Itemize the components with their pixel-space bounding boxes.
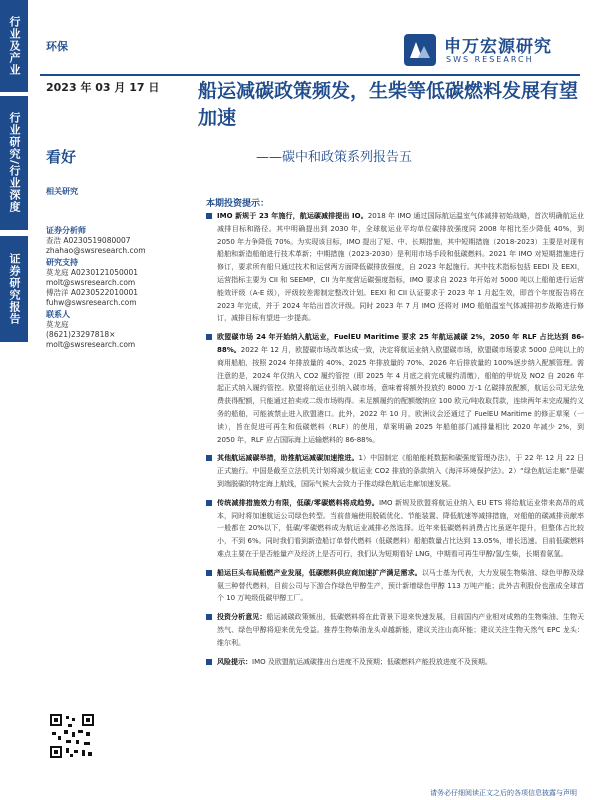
bullet-text: 船运减碳政策频出，低碳燃料将在此背景下迎来快速发展，目前国内产业相对成熟的生物柴油、生物天然气、绿色甲醇将迎来优先受益。推荐生物柴油龙头卓越新能，建议关注山高环能；建议关注生物天然气 EPC 龙头：维尔利。	[217, 613, 585, 647]
bullet-text: IMO 及欧盟航运减碳推出台进度不及预期；低碳燃料产能投放进度不及预期。	[252, 657, 492, 666]
support-email[interactable]: fuhw@swsresearch.com	[46, 298, 137, 307]
logo-text-en: SWS RESEARCH	[446, 55, 534, 64]
footer-disclaimer: 请务必仔细阅读正文之后的各项信息披露与声明	[430, 789, 577, 797]
bullet-lead: 投资分析意见：	[217, 613, 267, 622]
report-title: 船运减碳政策频发，生柴等低碳燃料发展有望加速	[198, 80, 579, 129]
sidebar	[0, 0, 28, 800]
bullet-lead: 风险提示：	[217, 657, 252, 666]
support-line: 莫龙庭 A0230121050001	[46, 268, 139, 277]
analyst-heading: 证券分析师	[46, 226, 86, 235]
analyst-email[interactable]: zhahao@swsresearch.com	[46, 246, 146, 255]
abstract-bullet	[206, 611, 584, 649]
abstract-bullet	[206, 210, 584, 325]
analyst-line: 查浩 A0230519080007	[46, 236, 131, 245]
sidebar-tab-report: 证券研究报告	[0, 236, 28, 342]
bullet-text: IMO 新规及欧盟将航运业纳入 EU ETS 将给航运业带来高昂的成本，同时将加速航运公司绿色转型。当前普遍使用脱硫优化、节能装置、降低航速等减排措施，对船舶的碳减排贡献率一般都在 20%以下，低碳/零碳燃料成为航运业减排必然选择。近年来低碳燃料消费占比虽逐年提升，但整体占比较小，不到 6%。同时我们看到新造船订单替代燃料（低碳燃料）船舶数量占比达到 13.05%，增长迅速。目前低碳燃料难点主要在于是否能量产及经济上是否可行，我们认为短期看好 LNG，中期看可再生甲醇/氢/生柴，长期看氨氢。	[217, 498, 585, 558]
abstract-bullet	[206, 567, 584, 605]
contact-name: 莫龙庭	[46, 320, 69, 329]
bullet-lead: IMO 新规于 23 年施行，航运碳减排提出 IO。	[217, 212, 368, 220]
logo-text-cn: 申万宏源研究	[444, 37, 552, 57]
bullet-lead: 传统减排措施效力有限，低碳/零碳燃料将成趋势。	[217, 498, 379, 507]
report-date: 2023 年 03 月 17 日	[46, 81, 160, 94]
abstract-bullet	[206, 656, 584, 669]
bullet-square-icon	[206, 455, 212, 461]
abstract-bullet	[206, 452, 584, 490]
contact-phone: (8621)23297818×	[46, 330, 116, 339]
bullet-square-icon	[206, 659, 212, 665]
sidebar-tab-research-type: 行业研究/行业深度	[0, 96, 28, 230]
contact-email[interactable]: molt@swsresearch.com	[46, 340, 136, 349]
logo-mark-icon	[402, 32, 438, 68]
bullet-text: 以马士基为代表，大力发展生物柴油、绿色甲醇及绿氨三种替代燃料，目前公司与下游合作绿色甲醇生产，预计新增绿色甲醇 113 万吨产能；此外吉利股份也涨成全球首个 10 万吨级低碳甲醇工厂。	[217, 568, 585, 603]
bullet-text: 2022 年 12 月，欧盟碳市场改革达成一致，决定将航运业纳入欧盟碳市场，欧盟碳市场要求 5000 总吨以上的商用船舶，按照 2024 年排放量的 40%、2025 年排放量的 70%、2026 年后排放量的 100%逐步纳入配额管理。需注意的是，2024 年仅纳入 CO2 履约管控（即 2025 年 4 月底之前完成履约清缴），船舶的甲烷及 NO2 自 2026 年起正式纳入履约管控。欧盟将航运业引纳入碳市场，意味着将额外投放约 8000 万-1 亿碳排放配额，航运公司无法免费获得配额，只能通过拍卖或二级市场购得。未足额履约的配额缴纳应 100 欧元/吨收取罚款，连续两年未完成履约义务的船舶，可能被禁止进入欧盟港口。此外，2022 年 10 月，欧洲议会还通过了 FuelEU Maritime 的修正草案（一读），旨在促进可再生和低碳燃料（RLF）的使用，草案明确 2025 年船舶部门减排量相比 2020 年减少 2%，到 2050 年，RLF 应占国际海上运输燃料的 86-88%。	[217, 345, 584, 444]
bullet-text: 2018 年 IMO 通过国际航运温室气体减排初始战略，首次明确航运业减排目标和路径。其中明确提出到 2030 年，全球航运业平均单位碳排放强度同 2008 年相比至少降低 40%，到 2050 年力争降低 70%。为实现该目标，IMO 提出了短、中、长期措施，其中短期措施（2018-2023）主要是对现有船舶和新造船舶进行技术革新；中期措施（2023-2030）是利用市场手段和低碳燃料。2021 年 IMO 对短期措施进行修订，要求所有船只通过技术和运营两方面降低碳排放强度，自 2023 年起施行。其中技术指标包括 EEDI 及 EEXI，运营指标主要为 CII 和 SEEMP，CII 为年度营运碳强度指标，IMO 要求自 2023 年开始对 5000 吨以上船舶进行运营能效评级（A-E 级），评级较差需制定整改计划。EEXI 和 CII 认证要求于 2023 年 1 月起生效，即首个年度报告将在 2023 年完成，并于 2024 年给出首次评级。同时 2023 年 7 月 IMO 还将对 IMO 船舶温室气体减排初步战略进行修订，减排目标有望进一步提高。	[217, 212, 584, 323]
abstract-heading: 本期投资提示：	[206, 199, 270, 209]
bullet-square-icon	[206, 334, 212, 340]
abstract-bullet	[206, 331, 584, 446]
bullet-square-icon	[206, 213, 212, 219]
contact-heading: 联系人	[46, 310, 70, 319]
industry-category: 环保	[46, 40, 68, 53]
abstract-bullet	[206, 497, 584, 561]
bullet-square-icon	[206, 570, 212, 576]
analyst-info	[46, 224, 186, 350]
bullet-lead: 欧盟碳市场 24 年开始纳入航运业，FuelEU Maritime 要求 25 年航运减碳 2%，2050 年 RLF 占比达到 86-88%。	[217, 333, 584, 354]
rating: 看好	[46, 148, 77, 166]
support-email[interactable]: molt@swsresearch.com	[46, 278, 136, 287]
bullet-square-icon	[206, 500, 212, 506]
support-line: 傅浩洋 A0230522010001	[46, 288, 139, 297]
support-heading: 研究支持	[46, 258, 78, 267]
report-subtitle: ——碳中和政策系列报告五	[256, 150, 413, 165]
sidebar-tab-industry: 行业及产业	[0, 0, 28, 92]
bullet-lead: 其他航运减碳举措，助推航运减碳加速推进。	[217, 454, 359, 463]
company-logo	[402, 28, 582, 72]
abstract-body	[206, 210, 584, 674]
bullet-square-icon	[206, 614, 212, 620]
related-research-heading: 相关研究	[46, 187, 78, 196]
header-divider	[40, 74, 580, 76]
bullet-text: 1）中国制定《船舶能耗数据和碳强度管理办法》，于 22 年 12 月 22 日正式施行。中国是截至立法机关计划将减少航运业 CO2 排放的条款纳入《海洋环境保护法》。2）“绿色航运走廊”是碳到端脱碳的特定海上航线，国际气候大会致力于推动绿色航运走廊加速发展。	[217, 454, 584, 488]
bullet-lead: 船运巨头布局船燃产业发展，低碳燃料供应商加速扩产满足需求。	[217, 568, 422, 577]
qr-code-icon[interactable]	[48, 712, 96, 760]
